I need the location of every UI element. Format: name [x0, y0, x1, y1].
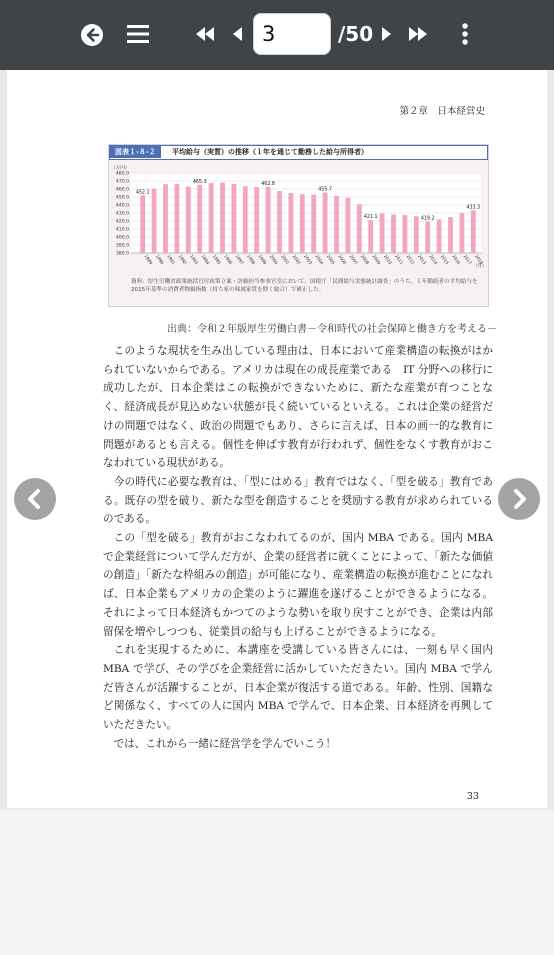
bar	[152, 189, 157, 253]
x-tick-label: 2007	[348, 253, 359, 266]
bar	[357, 204, 362, 253]
y-tick-label: 390.0	[115, 243, 129, 249]
document-page	[7, 70, 547, 808]
bar	[323, 192, 328, 253]
paragraph: これを実現するために、本講座を受講している皆さんには、一刻も早く国内 MBA で学び、その学びを企業経営に活かしていただきたい。国内 MBA で学んだ皆さんが活躍することが、日本企業が復活する道である。年齢、性別、国籍など関係なく、すべての人に国内 MBA で学んで、日本企業、日本経済を再興していただきたい。	[103, 644, 493, 732]
bar	[266, 187, 271, 253]
more-options-icon[interactable]	[461, 23, 469, 45]
figure-caption: 平均給与（実質）の推移（１年を通じて勤務した給与所得者）	[172, 148, 368, 156]
x-tick-label: 2001	[280, 253, 291, 266]
x-axis-label: （年）	[473, 264, 487, 269]
data-label: 452.1	[135, 190, 150, 196]
bar	[460, 213, 465, 253]
x-tick-label: 1993	[188, 253, 200, 266]
bar	[277, 191, 282, 253]
x-tick-label: 1996	[223, 253, 234, 266]
y-tick-label: 480.0	[115, 171, 129, 177]
document-viewer[interactable]	[0, 70, 554, 810]
x-tick-label: 2008	[359, 253, 371, 266]
bar	[311, 195, 316, 253]
total-pages-label: /50	[338, 22, 374, 46]
bar	[403, 215, 408, 253]
x-tick-label: 1994	[200, 253, 211, 266]
bar	[254, 187, 259, 253]
bar	[437, 219, 442, 253]
menu-icon[interactable]	[127, 24, 149, 44]
chevron-left-icon	[23, 487, 47, 511]
paragraph: この「型を破る」教育がおこなわれてるのが、国内 MBA である。国内 MBA で企業経営について学んだ方が、企業の経営者に就くことによって、「新たな価値の創造」「新たな枠組みの創造」が可能になり、産業構造の転換が進むことになれば、日本企業もアメリカの企業のように躍進を遂げることができるようになる。それによって日本経済もかつてのような勢いを取り戻すことができ、企業は内部留保を増やしつつも、従業員の給与も上げることができるようになる。	[103, 532, 493, 638]
y-tick-label: 380.0	[115, 251, 129, 257]
bar	[197, 185, 202, 253]
bar	[300, 194, 305, 253]
bar	[346, 198, 351, 253]
x-tick-label: 2000	[268, 253, 279, 266]
salary-bar-chart	[109, 161, 488, 277]
x-tick-label: 1999	[257, 253, 268, 266]
bar	[380, 213, 385, 253]
y-tick-label: 410.0	[115, 227, 129, 233]
viewer-toolbar	[0, 0, 554, 70]
x-tick-label: 2004	[314, 253, 325, 266]
x-tick-label: 2010	[382, 253, 393, 266]
x-tick-label: 2011	[394, 253, 405, 266]
data-label: 465.3	[192, 179, 207, 185]
data-label: 462.8	[261, 181, 275, 187]
page-number: 33	[466, 791, 479, 802]
page-number-input[interactable]	[253, 13, 331, 55]
x-tick-label: 2006	[337, 253, 348, 266]
bar	[471, 210, 476, 253]
bar	[334, 196, 339, 253]
bar	[209, 183, 214, 253]
x-tick-label: 2015	[439, 253, 450, 266]
x-tick-label: 1995	[211, 253, 222, 266]
data-label: 419.2	[420, 216, 435, 222]
y-tick-label: 470.0	[115, 179, 129, 185]
paragraph: 今の時代に必要な教育は、「型にはめる」教育ではなく、「型を破る」教育である。既存の型を破り、新たな型を創造することを奨励する教育が求められているのである。	[103, 475, 493, 526]
data-label: 433.3	[466, 205, 481, 211]
first-page-icon[interactable]	[196, 27, 214, 41]
x-tick-label: 1989	[143, 253, 154, 266]
bar	[163, 184, 168, 253]
figure-title-bar	[109, 145, 488, 160]
back-arrow-icon[interactable]	[80, 23, 104, 47]
x-tick-label: 2018	[473, 253, 485, 266]
x-tick-label: 2016	[451, 253, 462, 266]
last-page-icon[interactable]	[409, 27, 427, 41]
bar	[414, 216, 419, 253]
x-tick-label: 2012	[405, 253, 416, 266]
x-tick-label: 2003	[302, 253, 314, 266]
y-axis-label: （万円）	[111, 166, 130, 171]
next-page-button[interactable]	[498, 478, 540, 520]
data-label: 455.7	[318, 187, 332, 193]
x-tick-label: 1990	[154, 253, 165, 266]
x-tick-label: 1997	[234, 253, 245, 266]
x-tick-label: 1998	[245, 253, 257, 266]
bar	[391, 215, 396, 253]
figure-chart	[108, 144, 489, 307]
x-tick-label: 2002	[291, 253, 302, 266]
y-tick-label: 440.0	[115, 203, 129, 209]
chevron-right-icon	[507, 487, 531, 511]
previous-page-icon[interactable]	[233, 27, 242, 41]
y-tick-label: 400.0	[115, 235, 129, 241]
y-tick-label: 450.0	[115, 195, 129, 201]
bar	[186, 187, 191, 253]
bar	[368, 220, 373, 253]
bar	[175, 184, 180, 253]
x-tick-label: 2005	[325, 253, 336, 266]
bar	[220, 183, 225, 253]
paragraph: このような現状を生み出している理由は、日本において産業構造の転換がはかられていないからである。アメリカは現在の成長産業である IT 分野への移行に成功したが、日本企業はこの転換ができないために、新たな産業が育つことなく、経済成長が見込めない状態が長く続いているといえる。これは企業の経営だけの問題ではなく、政治の問題でもあり、さらに言えば、日本の画一的な教育に問題があるとも言える。個性を伸ばす教育が行われず、個性をなくす教育がおこなわれている現状がある。	[103, 345, 493, 470]
figure-source-note: 資料：厚生労働省政策統括官付政策立案・評価担当参事官室において、国税庁「民間給与実態統計調査」のうち、１年勤続者の平均給与を2015年基準の消費者物価指数（持ち家の帰属家賃を除く総合）で補正した。	[131, 279, 478, 293]
previous-page-button[interactable]	[14, 478, 56, 520]
next-page-icon[interactable]	[382, 27, 391, 41]
x-tick-label: 1992	[177, 253, 188, 266]
y-tick-label: 420.0	[115, 219, 129, 225]
x-tick-label: 2014	[428, 253, 439, 266]
figure-tag: 図表１-８-２	[110, 146, 161, 158]
y-tick-label: 460.0	[115, 187, 129, 193]
bar	[289, 193, 294, 253]
x-tick-label: 1991	[166, 253, 177, 266]
body-text	[103, 342, 493, 753]
bar	[243, 186, 248, 253]
data-label: 421.1	[363, 215, 378, 221]
y-tick-label: 430.0	[115, 211, 129, 217]
bar	[232, 184, 237, 253]
bar	[425, 222, 430, 253]
x-tick-label: 2013	[416, 253, 428, 266]
x-tick-label: 2017	[462, 253, 473, 266]
figure-citation: 出典：令和２年版厚生労働白書－令和時代の社会保障と働き方を考える－	[167, 324, 497, 335]
x-tick-label: 2009	[371, 253, 382, 266]
bar	[448, 217, 453, 253]
running-header: 第２章 日本経営史	[399, 106, 485, 117]
bar	[140, 195, 145, 253]
paragraph: では、これから一緒に経営学を学んでいこう！	[113, 737, 337, 750]
